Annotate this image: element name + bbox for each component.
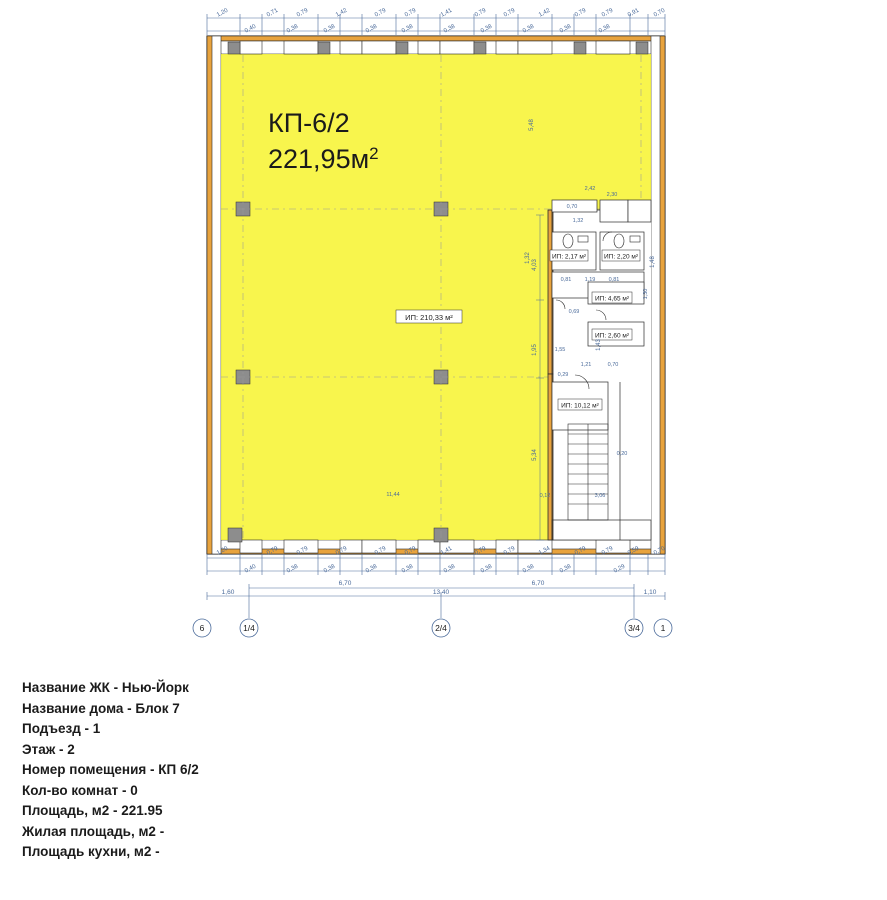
- svg-text:ИП: 2,60 м²: ИП: 2,60 м²: [594, 332, 630, 340]
- svg-text:1,30: 1,30: [643, 288, 649, 300]
- svg-text:0,38: 0,38: [285, 563, 300, 575]
- svg-text:0,38: 0,38: [558, 23, 573, 35]
- svg-text:0,38: 0,38: [558, 563, 573, 575]
- svg-text:0,79: 0,79: [403, 545, 418, 557]
- svg-text:0,79: 0,79: [573, 545, 588, 557]
- svg-text:1,43: 1,43: [596, 339, 602, 351]
- svg-text:0,38: 0,38: [364, 563, 379, 575]
- svg-text:ИП: 10,12 м²: ИП: 10,12 м²: [561, 402, 599, 410]
- svg-text:0,38: 0,38: [400, 23, 415, 35]
- top-dimension-labels: [216, 7, 667, 34]
- svg-text:0,70: 0,70: [652, 7, 667, 19]
- svg-text:5,48: 5,48: [529, 119, 535, 131]
- svg-text:1,20: 1,20: [215, 7, 230, 19]
- svg-text:0,38: 0,38: [597, 23, 612, 35]
- svg-text:1,42: 1,42: [537, 7, 552, 19]
- svg-text:1,95: 1,95: [532, 344, 538, 356]
- svg-text:6: 6: [199, 623, 205, 633]
- svg-text:0,79: 0,79: [573, 7, 588, 19]
- svg-text:5,34: 5,34: [532, 449, 538, 461]
- svg-text:0,70: 0,70: [607, 362, 619, 368]
- svg-text:0,70: 0,70: [652, 545, 667, 557]
- svg-text:0,38: 0,38: [364, 23, 379, 35]
- svg-text:1,20: 1,20: [215, 545, 230, 557]
- svg-text:0,59: 0,59: [626, 545, 641, 557]
- room-label-1: [602, 250, 640, 261]
- svg-text:0,20: 0,20: [616, 451, 628, 457]
- svg-text:3,06: 3,06: [594, 493, 606, 499]
- svg-text:0,79: 0,79: [502, 7, 517, 19]
- svg-text:1,10: 1,10: [643, 589, 657, 596]
- svg-text:0,12: 0,12: [539, 493, 551, 499]
- svg-text:0,40: 0,40: [243, 563, 258, 575]
- svg-text:0,38: 0,38: [442, 23, 457, 35]
- svg-text:0,38: 0,38: [479, 23, 494, 35]
- svg-text:ИП: 210,33 м²: ИП: 210,33 м²: [405, 313, 453, 322]
- svg-text:0,69: 0,69: [568, 309, 580, 315]
- svg-text:1,60: 1,60: [221, 589, 235, 596]
- svg-text:0,38: 0,38: [442, 563, 457, 575]
- top-dimension-ticks: [207, 14, 665, 35]
- svg-text:0,38: 0,38: [400, 563, 415, 575]
- svg-text:3/4: 3/4: [628, 623, 640, 633]
- svg-text:13,40: 13,40: [432, 589, 450, 596]
- svg-text:0,81: 0,81: [560, 277, 572, 283]
- apartment-title: КП-6/2: [268, 108, 350, 138]
- property-details-list: [22, 678, 522, 863]
- svg-text:0,79: 0,79: [295, 7, 310, 19]
- svg-text:0,91: 0,91: [626, 7, 641, 19]
- svg-text:0,79: 0,79: [403, 7, 418, 19]
- detail-complex-name: Название ЖК - Нью-Йорк: [22, 680, 189, 695]
- svg-text:6,70: 6,70: [338, 580, 352, 587]
- svg-text:ИП: 2,20 м²: ИП: 2,20 м²: [603, 253, 639, 261]
- svg-text:1,32: 1,32: [572, 218, 584, 224]
- svg-text:1,19: 1,19: [584, 277, 596, 283]
- svg-text:0,79: 0,79: [295, 545, 310, 557]
- svg-text:0,38: 0,38: [322, 563, 337, 575]
- svg-text:0,79: 0,79: [265, 545, 280, 557]
- svg-text:ИП: 2,17 м²: ИП: 2,17 м²: [551, 253, 587, 261]
- svg-text:1,32: 1,32: [525, 252, 531, 264]
- apartment-area: $221,95м^2$: [268, 144, 379, 174]
- svg-text:0,38: 0,38: [521, 563, 536, 575]
- svg-text:0,79: 0,79: [373, 545, 388, 557]
- svg-text:0,79: 0,79: [373, 7, 388, 19]
- detail-total-area: Площадь, м2 - 221.95: [22, 803, 163, 818]
- svg-text:0,38: 0,38: [285, 23, 300, 35]
- svg-text:0,38: 0,38: [479, 563, 494, 575]
- svg-text:0,71: 0,71: [265, 7, 280, 19]
- svg-text:0,29: 0,29: [612, 563, 627, 575]
- svg-text:0,70: 0,70: [566, 204, 578, 210]
- svg-text:1,41: 1,41: [439, 545, 454, 557]
- svg-text:0,79: 0,79: [334, 545, 349, 557]
- detail-floor: Этаж - 2: [22, 741, 75, 757]
- svg-text:1,55: 1,55: [554, 347, 566, 353]
- detail-kitchen-area: Площадь кухни, м2 -: [22, 844, 160, 859]
- detail-unit-number: Номер помещения - КП 6/2: [22, 762, 199, 777]
- svg-text:4,03: 4,03: [532, 259, 538, 271]
- svg-text:1,34: 1,34: [537, 545, 552, 557]
- detail-room-count: Кол-во комнат - 0: [22, 782, 138, 798]
- svg-text:0,38: 0,38: [521, 23, 536, 35]
- svg-text:0,29: 0,29: [557, 372, 569, 378]
- svg-text:1,48: 1,48: [650, 256, 656, 268]
- room-label-main: [396, 310, 462, 323]
- axis-markers: [193, 600, 672, 637]
- svg-text:ИП: 4,65 м²: ИП: 4,65 м²: [594, 295, 630, 303]
- svg-text:0,79: 0,79: [473, 7, 488, 19]
- svg-text:1,41: 1,41: [439, 7, 454, 19]
- detail-building-name: Название дома - Блок 7: [22, 700, 180, 716]
- svg-text:6,70: 6,70: [531, 580, 545, 587]
- svg-text:1,42: 1,42: [334, 7, 349, 19]
- detail-entrance: Подъезд - 1: [22, 721, 101, 736]
- svg-text:11,44: 11,44: [386, 492, 400, 498]
- room-label-0: [550, 250, 588, 261]
- svg-text:0,79: 0,79: [600, 545, 615, 557]
- svg-text:2,30: 2,30: [606, 192, 618, 198]
- room-label-3: [592, 329, 632, 340]
- svg-text:2,42: 2,42: [584, 186, 596, 192]
- detail-living-area: Жилая площадь, м2 -: [22, 823, 165, 839]
- svg-text:0,79: 0,79: [502, 545, 517, 557]
- svg-text:0,79: 0,79: [473, 545, 488, 557]
- svg-text:2/4: 2/4: [435, 623, 447, 633]
- svg-text:0,81: 0,81: [608, 277, 620, 283]
- svg-text:1: 1: [660, 623, 666, 633]
- svg-text:1,21: 1,21: [580, 362, 592, 368]
- svg-text:1/4: 1/4: [243, 623, 255, 633]
- room-label-4: [558, 399, 602, 410]
- room-label-2: [592, 292, 632, 303]
- bottom-dimension-ticks: [207, 554, 665, 575]
- svg-text:0,40: 0,40: [243, 23, 258, 35]
- svg-text:0,79: 0,79: [600, 7, 615, 19]
- svg-text:0,38: 0,38: [322, 23, 337, 35]
